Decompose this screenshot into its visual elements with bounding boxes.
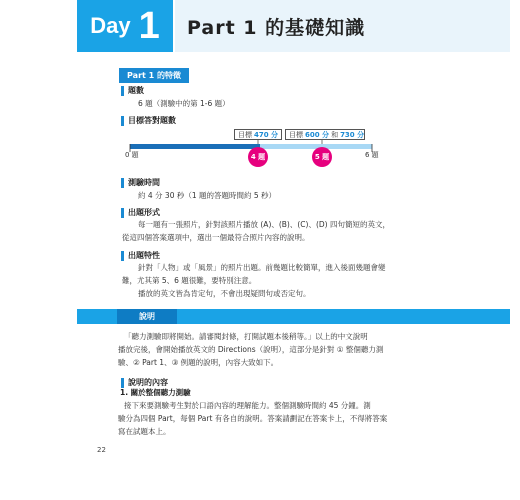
explanation-tag: 說明 — [117, 309, 177, 324]
traits-line-1: 針對「人物」或「風景」的照片出題。前幾題比較簡單，進入後面幾題會變 — [138, 263, 386, 272]
traits-heading: 出題特性 — [121, 251, 160, 261]
day-number: 1 — [138, 5, 160, 47]
scale-min-label: 0 題 — [125, 151, 139, 159]
content-line-3: 寫在試題本上。 — [118, 427, 171, 436]
count-text: 6 題（測驗中的第 1-6 題） — [138, 99, 230, 108]
features-tag: Part 1 的特徵 — [119, 68, 189, 83]
content-heading: 說明的內容 — [121, 378, 168, 388]
explanation-line-1: 「聽力測驗即將開始。請審閱封條，打開試題本後稍等。」以上的中文說明 — [124, 332, 368, 341]
scale-bar-fill — [130, 144, 260, 149]
target-box-and: 和 — [331, 130, 339, 139]
traits-line-3: 播放的英文皆為肯定句，不會出現疑問句或否定句。 — [138, 289, 311, 298]
count-heading: 題數 — [121, 86, 144, 96]
traits-line-2: 難，尤其第 5、6 題很難，要特別注意。 — [122, 276, 257, 285]
target-box-600-prefix: 目標 — [289, 130, 303, 139]
content-line-2: 驗分為四個 Part，每個 Part 有各自的說明。答案請劃記在答案卡上，不得將答案 — [118, 414, 388, 423]
day-word: Day — [90, 13, 131, 38]
content-subheading: 1. 關於整個聽力測驗 — [120, 388, 191, 397]
scale-max-label: 6 題 — [365, 151, 379, 159]
page-title: Part 1 的基礎知識 — [175, 0, 510, 52]
explanation-line-3: 驗、② Part 1、③ 例題的說明，內容大致如下。 — [118, 358, 279, 367]
time-text: 約 4 分 30 秒（1 題的答題時間約 5 秒） — [138, 191, 277, 200]
content-line-1: 接下來要測驗考生對於口語內容的理解能力。整個測驗時間約 45 分鐘。測 — [124, 401, 371, 410]
format-line-1: 每一題有一張照片，針對該照片播放 (A)、(B)、(C)、(D) 四句簡短的英文， — [138, 220, 390, 229]
explanation-line-2: 播放完後，會開始播放英文的 Directions（說明），這部分是針對 ① 整個聽力測 — [118, 345, 384, 354]
format-heading: 出題形式 — [121, 208, 160, 218]
target-box-470-value: 470 分 — [254, 130, 279, 139]
target-box-730-value: 730 分 — [340, 130, 365, 139]
format-line-2: 從這四個答案選項中，選出一個最符合照片內容的說明。 — [122, 233, 310, 242]
marker-5-questions: 5 題 — [312, 147, 332, 167]
page-number: 22 — [97, 446, 106, 454]
target-box-600-value: 600 分 — [305, 130, 330, 139]
target-heading: 目標答對題數 — [121, 116, 176, 126]
marker-4-questions: 4 題 — [248, 147, 268, 167]
time-heading: 測驗時間 — [121, 178, 160, 188]
target-box-470-prefix: 目標 — [238, 130, 252, 139]
